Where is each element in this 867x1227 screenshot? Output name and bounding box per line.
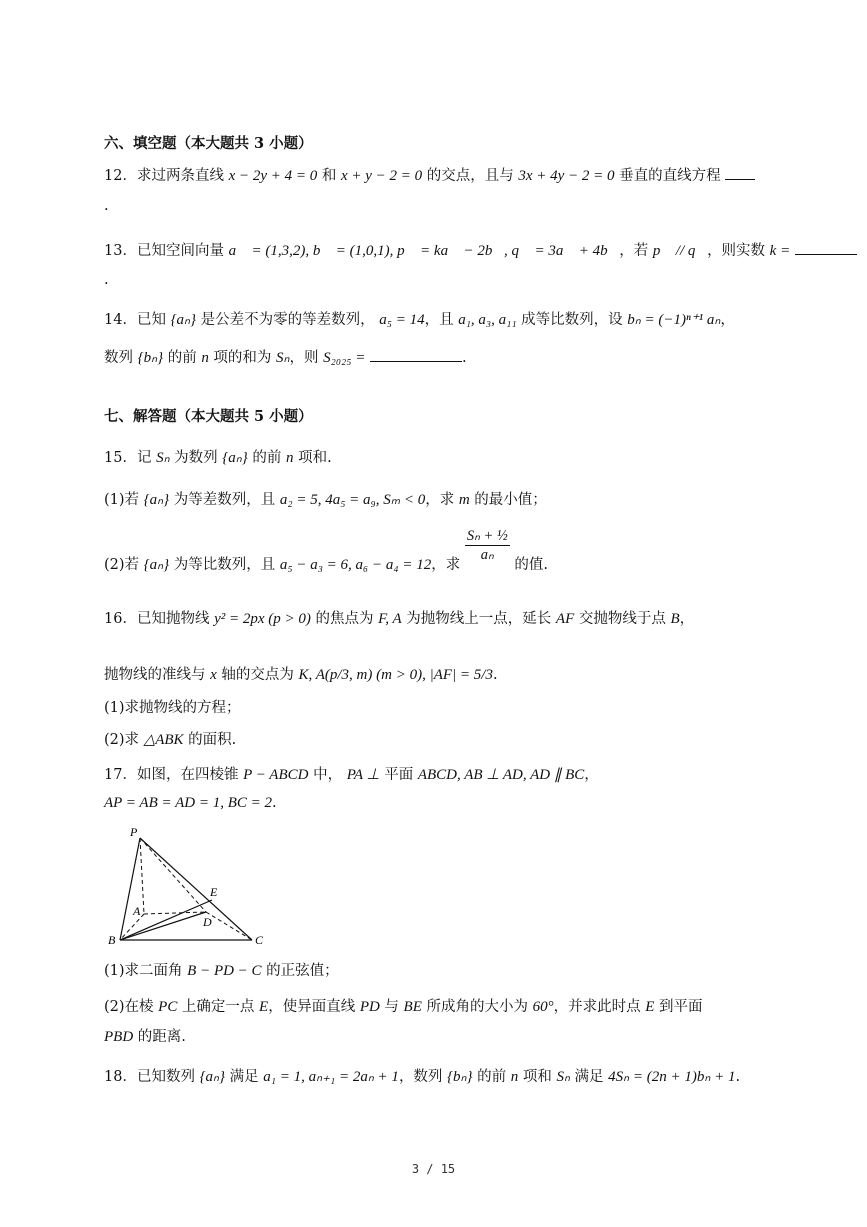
answer-blank-q12[interactable] <box>725 165 755 180</box>
edge-PC <box>140 838 252 940</box>
q15-part1-condition: a₂ = 5, 4a₅ = a₉, Sₘ < 0 <box>279 492 426 508</box>
q17-text: 与 <box>379 999 404 1015</box>
label-E: E <box>210 885 218 899</box>
q14-a5: a₅ = 14 <box>379 312 425 328</box>
q15-text: 的值. <box>514 557 548 573</box>
q15-n: n <box>285 450 294 466</box>
q17-text: ， <box>584 767 599 783</box>
q14-terms: a₁, a₃, a₁₁ <box>458 312 517 328</box>
q16-text: 的面积. <box>183 732 237 748</box>
label-D: D <box>203 915 212 929</box>
q18-n: n <box>510 1069 519 1085</box>
q17-text: 上确定一点 <box>177 999 260 1015</box>
q15-seq: {aₙ} <box>143 492 170 508</box>
q14-bn: bₙ = (−1)ⁿ⁺¹ aₙ <box>627 312 721 328</box>
q17-text: 的正弦值； <box>261 963 339 979</box>
q17-PD: PD <box>359 999 380 1015</box>
q18-Sn: Sₙ <box>556 1069 570 1085</box>
q16-text: 为抛物线上一点，延长 <box>401 611 556 627</box>
q12-text: 垂直的直线方程 <box>614 168 721 184</box>
q14-text: 数列 <box>104 350 138 366</box>
q18-text: 满足 <box>225 1069 264 1085</box>
question-16-part1: (1)求抛物线的方程； <box>104 700 241 716</box>
section-heading-fill-in: 六、填空题（本大题共 3 小题） <box>104 135 313 152</box>
q17-text: (2)在棱 <box>104 999 159 1015</box>
q15-text: 的最小值； <box>469 492 547 508</box>
q13-k: k = <box>769 243 791 259</box>
q16-text: 轴的交点为 <box>216 667 299 683</box>
q17-text: 的距离. <box>133 1029 186 1045</box>
q15-text: 项和. <box>293 450 332 466</box>
question-14-line2 <box>104 347 467 368</box>
q16-text: ， <box>679 611 695 627</box>
q18-text: 的前 <box>472 1069 511 1085</box>
q18-seq: {aₙ} <box>199 1069 226 1085</box>
q15-seq: {aₙ} <box>222 450 248 466</box>
question-17-part2-line2 <box>104 1027 186 1047</box>
q15-text: 15．记 <box>104 450 157 466</box>
q14-text: 是公差不为零的等差数列， <box>196 312 380 328</box>
q15-text: 的前 <box>247 450 286 466</box>
q14-text: ，且 <box>424 312 459 328</box>
q14-S2025: S₂₀₂₅ = <box>323 350 366 366</box>
q17-text: (1)求二面角 <box>104 963 188 979</box>
q18-condition2: 4Sₙ = (2n + 1)bₙ + 1 <box>608 1069 736 1085</box>
q13-vectors: a⃗ = (1,3,2), b⃗ = (1,0,1), p⃗ = ka⃗ − 2b⃗, q⃗ = 3a⃗ + 4b⃗ <box>228 243 620 259</box>
q12-end: . <box>104 198 109 214</box>
q14-text: 项的和为 <box>208 350 277 366</box>
q14-bseq: {bₙ} <box>137 350 164 366</box>
question-15-part1 <box>104 490 547 510</box>
question-12 <box>104 165 755 186</box>
q12-text: 的交点，且与 <box>422 168 519 184</box>
q17-text: 所成角的大小为 <box>421 999 533 1015</box>
q15-text: 为数列 <box>169 450 223 466</box>
q17-text: 平面 <box>379 767 418 783</box>
q13-text: ，则实数 <box>707 243 770 259</box>
q16-end: . <box>492 667 498 683</box>
question-15-part2 <box>104 527 548 575</box>
question-17-line2 <box>104 793 277 813</box>
label-B: B <box>108 933 116 947</box>
fraction-numerator: Sₙ + ½ <box>466 527 508 544</box>
q15-m: m <box>458 492 470 508</box>
question-16 <box>104 609 694 629</box>
question-16-line2 <box>104 665 498 685</box>
q17-E: E <box>645 999 655 1015</box>
edge-DC <box>206 912 252 940</box>
page-number: 3 / 15 <box>411 1162 456 1176</box>
question-14 <box>104 310 735 330</box>
q15-text: (1)若 <box>104 492 144 508</box>
q18-condition: a₁ = 1, aₙ₊₁ = 2aₙ + 1 <box>263 1069 399 1085</box>
q14-seq: {aₙ} <box>170 312 197 328</box>
q18-end: . <box>735 1069 741 1085</box>
q18-text: 18．已知数列 <box>104 1069 200 1085</box>
q14-text: 的前 <box>163 350 202 366</box>
q17-PC: PC <box>158 999 178 1015</box>
q17-perp: PA ⊥ <box>346 767 380 783</box>
q16-text: 16．已知抛物线 <box>104 611 215 627</box>
fraction-denominator: aₙ <box>480 546 494 563</box>
q16-FA: F, A <box>378 611 402 627</box>
q13-text: ，若 <box>619 243 653 259</box>
q17-end: . <box>272 795 277 811</box>
q12-eq2: x + y − 2 = 0 <box>340 168 423 184</box>
q15-text: 为等差数列，且 <box>169 492 280 508</box>
q18-bseq: {bₙ} <box>447 1069 473 1085</box>
answer-blank-q13[interactable] <box>795 240 857 255</box>
q17-BE: BE <box>403 999 422 1015</box>
q12-text: 和 <box>317 168 341 184</box>
q17-text: 中， <box>308 767 347 783</box>
answer-blank-q14[interactable] <box>370 347 462 362</box>
q18-text: 满足 <box>569 1069 609 1085</box>
q14-Sn: Sₙ <box>276 350 290 366</box>
q17-text: 到平面 <box>654 999 703 1015</box>
question-18 <box>104 1067 740 1087</box>
q13-text: 13．已知空间向量 <box>104 243 229 259</box>
label-A: A <box>133 904 141 918</box>
question-17 <box>104 765 599 785</box>
q16-parabola: y² = 2px (p > 0) <box>214 611 311 627</box>
q13-condition: p⃗ // q⃗ <box>652 243 708 259</box>
q17-condition: ABCD, AB ⊥ AD, AD ∥ BC <box>417 767 585 783</box>
edge-AD <box>144 912 206 914</box>
q18-text: 项和 <box>518 1069 557 1085</box>
q16-B: B <box>670 611 680 627</box>
q17-degrees: 60° <box>532 999 554 1015</box>
q15-text: 为等比数列，且 <box>169 557 280 573</box>
q17-angle: B − PD − C <box>187 963 262 979</box>
q12-text: 12．求过两条直线 <box>104 168 229 184</box>
q16-x: x <box>210 667 217 683</box>
q15-text: (2)若 <box>104 557 144 573</box>
q16-KA: K, A(p/3, m) (m > 0), |AF| = 5/3 <box>298 667 493 683</box>
q12-eq1: x − 2y + 4 = 0 <box>228 168 318 184</box>
q17-pyramid: P − ABCD <box>243 767 309 783</box>
question-17-part1 <box>104 961 339 981</box>
q12-eq3: 3x + 4y − 2 = 0 <box>518 168 615 184</box>
pyramid-figure <box>100 822 280 950</box>
question-17-part2 <box>104 997 702 1017</box>
q14-text: ，则 <box>289 350 324 366</box>
q14-n: n <box>201 350 209 366</box>
q16-text: 的焦点为 <box>310 611 379 627</box>
edge-PA <box>140 838 144 914</box>
label-C: C <box>255 933 264 947</box>
question-13 <box>104 240 857 261</box>
q14-text: 14．已知 <box>104 312 171 328</box>
q15-Sn: Sₙ <box>156 450 170 466</box>
q13-end: . <box>104 272 109 288</box>
q17-text: ，并求此时点 <box>553 999 646 1015</box>
q15-fraction <box>465 527 510 564</box>
q14-text: 成等比数列，设 <box>516 312 628 328</box>
q14-end: . <box>461 350 467 366</box>
label-P: P <box>130 825 138 839</box>
q16-AF: AF <box>555 611 575 627</box>
edge-PD <box>140 838 206 912</box>
q15-text: ，求 <box>425 492 459 508</box>
question-16-part2 <box>104 730 236 750</box>
edge-PB <box>120 838 140 940</box>
section-heading-solutions: 七、解答题（本大题共 5 小题） <box>104 408 313 425</box>
q15-text: ，求 <box>431 557 465 573</box>
q17-plane: PBD <box>104 1029 134 1045</box>
q15-part2-condition: a₅ − a₃ = 6, a₆ − a₄ = 12 <box>279 557 432 573</box>
q17-lengths: AP = AB = AD = 1, BC = 2 <box>104 795 272 811</box>
q17-text: 17．如图，在四棱锥 <box>104 767 244 783</box>
q17-text: ，使异面直线 <box>268 999 360 1015</box>
question-15 <box>104 448 332 468</box>
q17-E: E <box>259 999 269 1015</box>
q16-triangle: △ABK <box>143 732 184 748</box>
q18-text: ，数列 <box>398 1069 448 1085</box>
q16-text: 交抛物线于点 <box>574 611 671 627</box>
q16-text: (2)求 <box>104 732 144 748</box>
q15-seq: {aₙ} <box>143 557 170 573</box>
q14-text: ， <box>720 312 735 328</box>
q16-text: 抛物线的准线与 <box>104 667 211 683</box>
